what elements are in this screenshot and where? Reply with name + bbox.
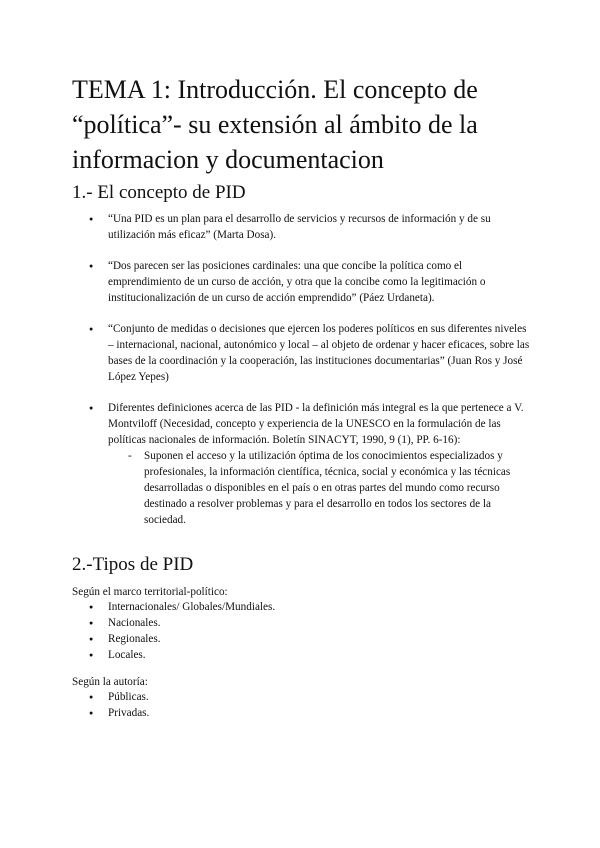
list-item: ● “Dos parecen ser las posiciones cardinales: una que concibe la política como el emprendimiento de un curso de acción, y otra que la concibe como la legitimación o institucionalización de un curso de acción emprendido” (Páez Urdaneta). [72, 258, 532, 306]
list-item: ● Públicas. [72, 689, 149, 705]
group-label-territorial: Según el marco territorial-político: [72, 586, 228, 598]
territorial-list [72, 599, 275, 663]
list-item: ● Nacionales. [72, 615, 275, 631]
list-item: ● Internacionales/ Globales/Mundiales. [72, 599, 275, 615]
list-item-text: Diferentes definiciones acerca de las PID - la definición más integral es la que pertenece a V. Montviloff (Necesidad, concepto y experiencia de la UNESCO en la formulación de las políticas nacionales de información. Boletín SINACYT, 1990, 9 (1), PP. 6-16): [108, 402, 524, 446]
group-label-autoria: Según la autoría: [72, 676, 148, 688]
autoria-list [72, 689, 149, 721]
concepto-list [72, 211, 532, 528]
list-item: ● Locales. [72, 647, 275, 663]
section-heading-tipos: 2.-Tipos de PID [72, 554, 194, 575]
list-item: ● “Una PID es un plan para el desarrollo de servicios y recursos de información y de su utilización más eficaz” (Marta Dosa). [72, 211, 532, 243]
sub-list [108, 448, 532, 528]
list-item: ● Regionales. [72, 631, 275, 647]
list-item: ● “Conjunto de medidas o decisiones que ejercen los poderes políticos en sus diferentes niveles – internacional, nacional, autonómico y local – al objeto de ordenar y hacer eficaces, sobre las bases de la coordinación y la cooperación, las instituciones documentarias” (Juan Ros y José López Yepes) [72, 321, 532, 385]
list-item: ● Privadas. [72, 705, 149, 721]
document-title: TEMA 1: Introducción. El concepto de “política”- su extensión al ámbito de la informacion y documentacion [72, 75, 478, 174]
list-item [72, 400, 532, 528]
sub-list-item: - Suponen el acceso y la utilización óptima de los conocimientos especializados y profesionales, la información científica, técnica, social y económica y las técnicas desarrolladas o disponibles en el país o en otras partes del mundo como recurso destinado a resolver problemas y para el desarrollo en todos los sectores de la sociedad. [108, 448, 532, 528]
section-heading-concepto: 1.- El concepto de PID [72, 182, 246, 203]
